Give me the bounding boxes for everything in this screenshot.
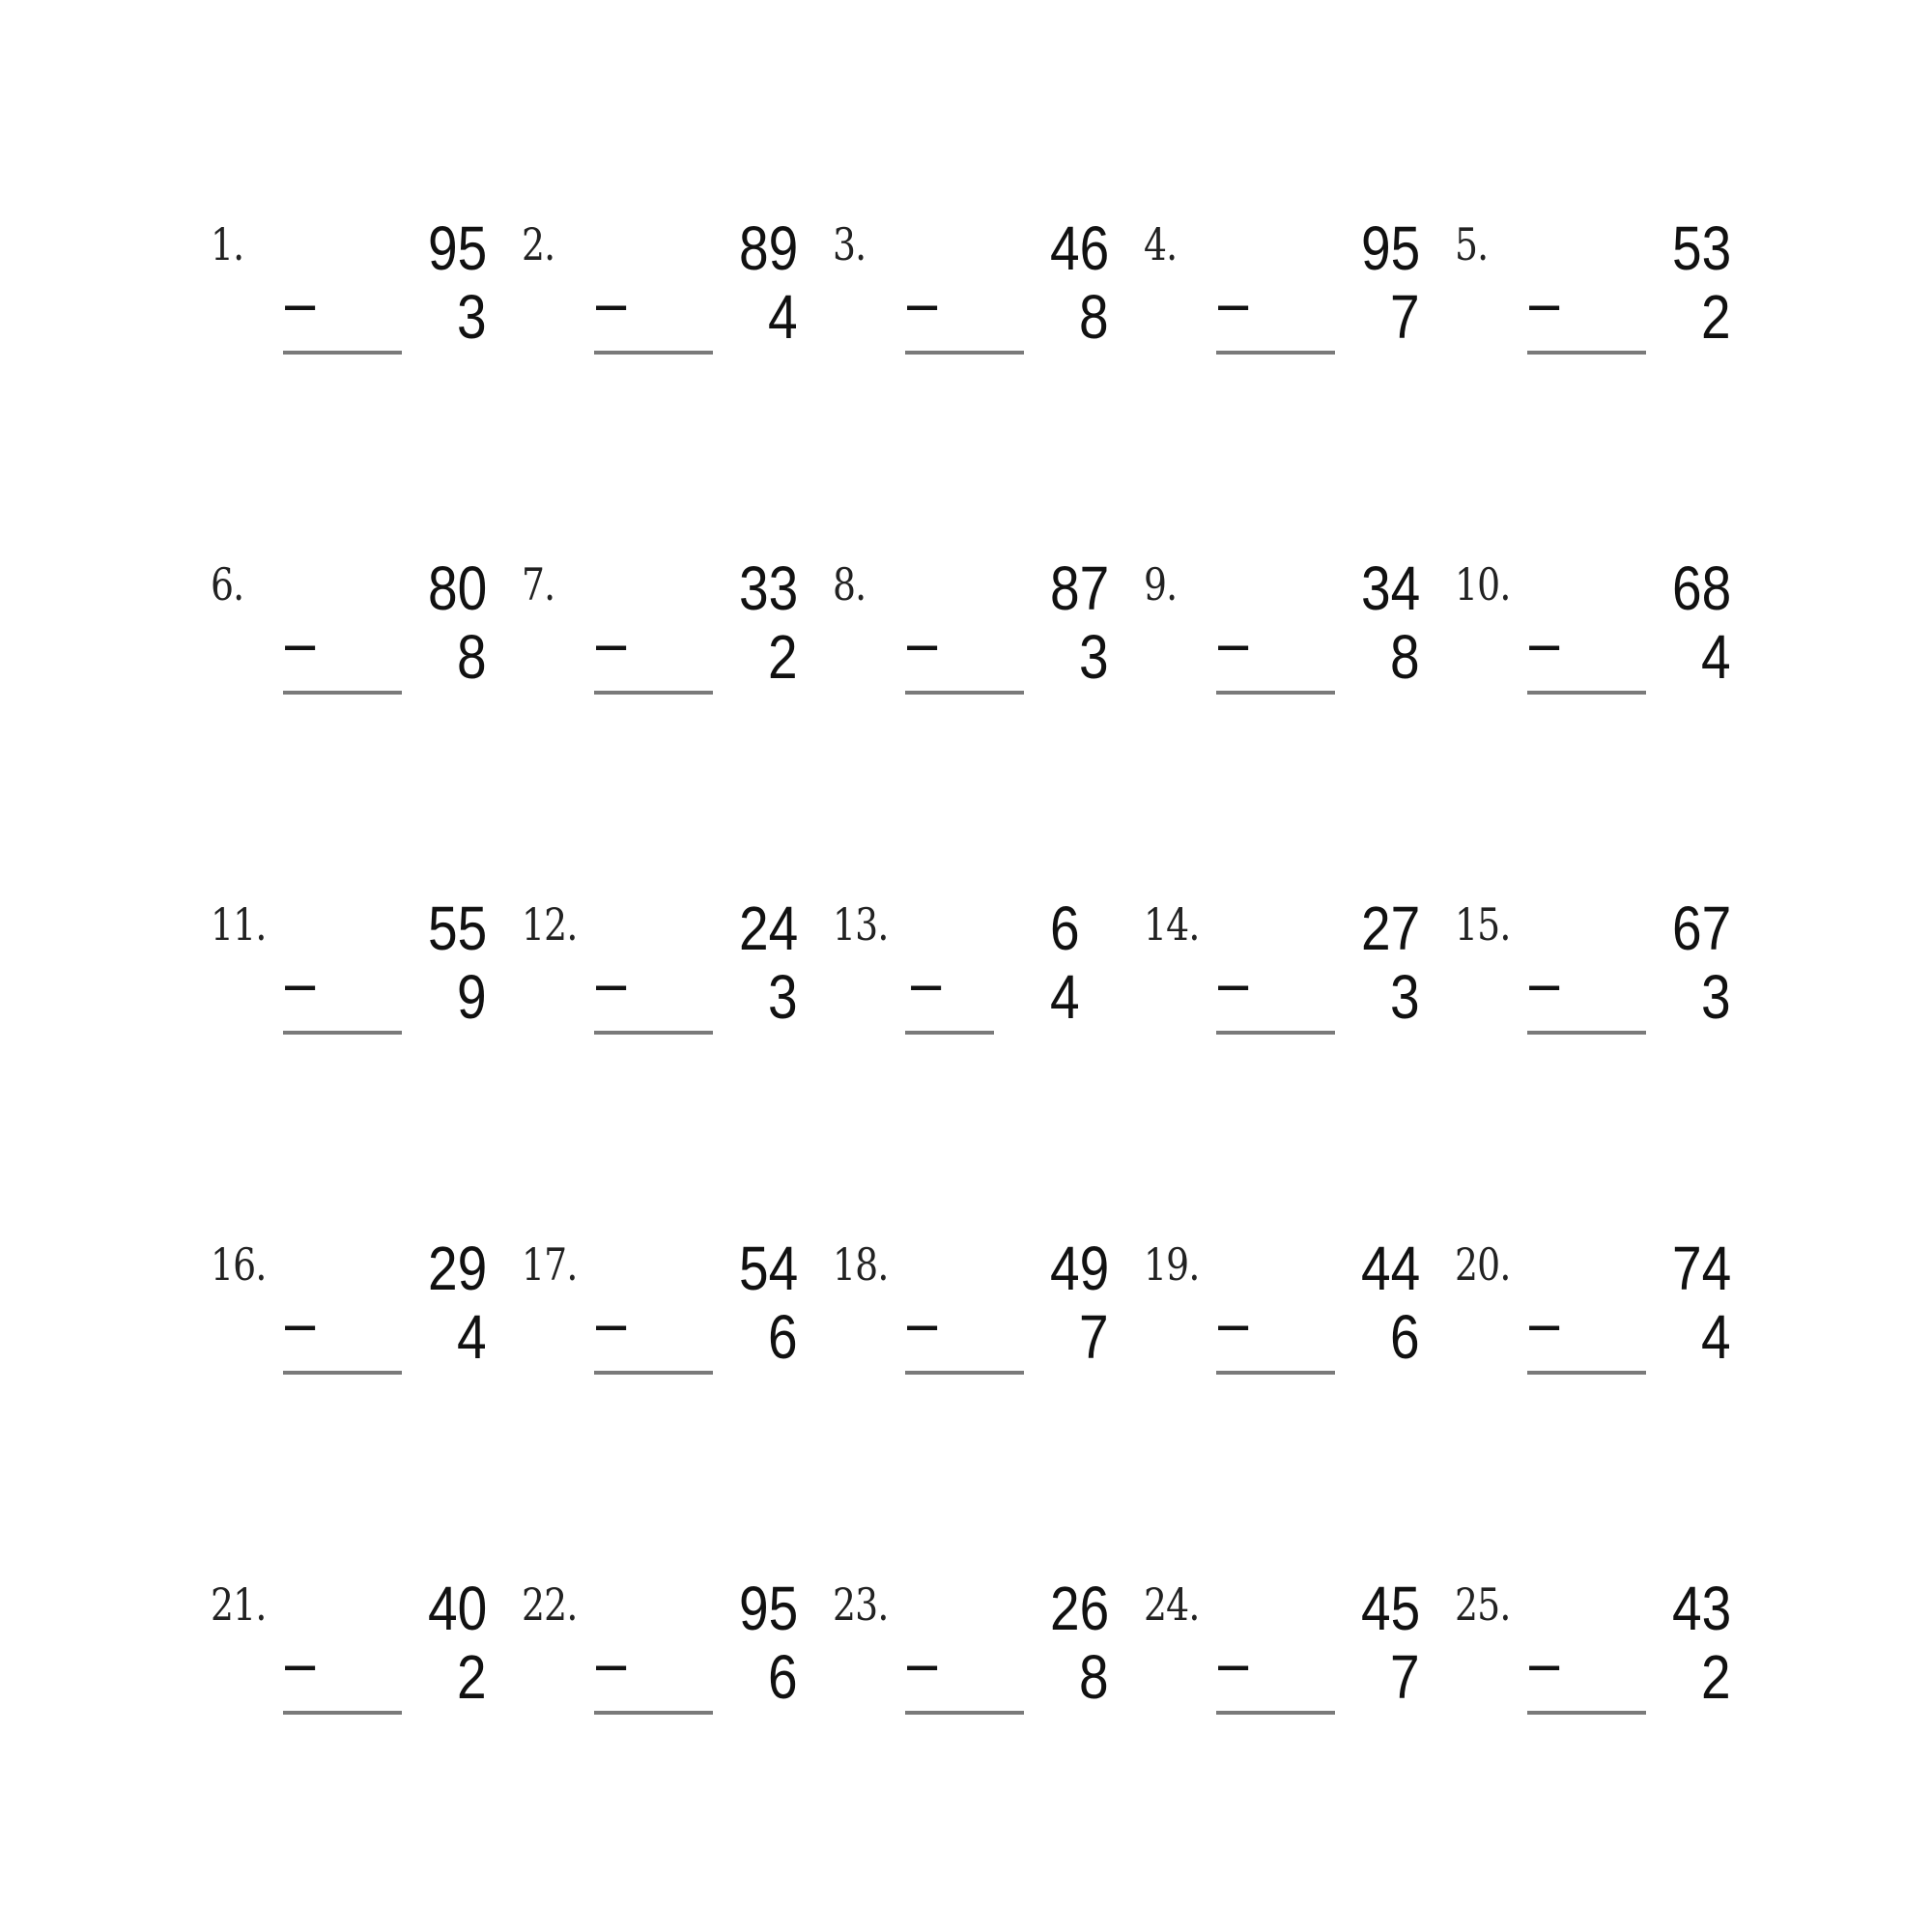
subtraction-problem [833, 1233, 1122, 1426]
answer-line [594, 1031, 713, 1035]
minuend: 43 [1671, 1574, 1731, 1643]
subtrahend: 3 [1390, 962, 1420, 1032]
problem-number: 23. [833, 1578, 889, 1631]
answer-line [594, 351, 713, 355]
subtraction-problem [1144, 893, 1434, 1086]
subtrahend: 8 [1390, 622, 1420, 692]
subtraction-problem [522, 553, 811, 746]
subtraction-problem [1144, 553, 1434, 746]
answer-line [1216, 351, 1335, 355]
problem-number: 2. [522, 218, 555, 270]
subtrahend: 4 [1050, 962, 1080, 1032]
minus-sign: − [282, 272, 319, 342]
subtrahend: 2 [768, 622, 798, 692]
answer-line [594, 1711, 713, 1715]
subtrahend: 6 [768, 1642, 798, 1712]
answer-line [905, 351, 1024, 355]
answer-line [905, 1031, 994, 1035]
subtraction-problem [211, 1233, 500, 1426]
subtrahend: 8 [457, 622, 487, 692]
minuend: 80 [427, 554, 487, 623]
minuend: 55 [427, 894, 487, 963]
minuend: 95 [738, 1574, 798, 1643]
answer-line [1216, 691, 1335, 695]
subtrahend: 9 [457, 962, 487, 1032]
minuend: 87 [1049, 554, 1109, 623]
problem-number: 10. [1455, 558, 1511, 611]
problem-number: 13. [833, 898, 889, 951]
subtraction-problem [1455, 1233, 1745, 1426]
problem-number: 15. [1455, 898, 1511, 951]
minuend: 24 [738, 894, 798, 963]
problem-number: 4. [1144, 218, 1178, 270]
minuend: 40 [427, 1574, 487, 1643]
minuend: 95 [427, 213, 487, 283]
problem-number: 21. [211, 1578, 267, 1631]
minus-sign: − [1215, 952, 1252, 1022]
answer-line [905, 691, 1024, 695]
subtrahend: 4 [1701, 1302, 1731, 1372]
answer-line [1216, 1711, 1335, 1715]
problem-number: 9. [1144, 558, 1178, 611]
problem-number: 6. [211, 558, 244, 611]
answer-line [594, 691, 713, 695]
problem-number: 22. [522, 1578, 578, 1631]
minuend: 44 [1360, 1234, 1420, 1303]
subtrahend: 3 [768, 962, 798, 1032]
subtraction-problem [211, 893, 500, 1086]
minus-sign: − [904, 272, 941, 342]
subtrahend: 2 [1701, 1642, 1731, 1712]
answer-line [1216, 1371, 1335, 1375]
problem-number: 20. [1455, 1238, 1511, 1291]
subtrahend: 7 [1079, 1302, 1109, 1372]
minus-sign: − [1215, 1293, 1252, 1362]
minuend: 46 [1049, 213, 1109, 283]
minus-sign: − [1526, 952, 1563, 1022]
minus-sign: − [593, 272, 630, 342]
subtraction-problem [211, 213, 500, 406]
minuend: 95 [1360, 213, 1420, 283]
minuend: 89 [738, 213, 798, 283]
problem-number: 25. [1455, 1578, 1511, 1631]
answer-line [1527, 691, 1646, 695]
subtrahend: 4 [1701, 622, 1731, 692]
minus-sign: − [1526, 272, 1563, 342]
minus-sign: − [593, 1633, 630, 1702]
subtraction-problem [522, 893, 811, 1086]
answer-line [283, 1371, 402, 1375]
minus-sign: − [593, 612, 630, 682]
subtraction-problem [522, 1233, 811, 1426]
minus-sign: − [1526, 612, 1563, 682]
subtrahend: 6 [768, 1302, 798, 1372]
minuend: 45 [1360, 1574, 1420, 1643]
minus-sign: − [593, 952, 630, 1022]
minuend: 74 [1671, 1234, 1731, 1303]
minus-sign: − [1526, 1633, 1563, 1702]
subtraction-problem [1144, 213, 1434, 406]
subtraction-problem [1455, 893, 1745, 1086]
minus-sign: − [593, 1293, 630, 1362]
subtraction-problem [1455, 553, 1745, 746]
minus-sign: − [1526, 1293, 1563, 1362]
answer-line [1216, 1031, 1335, 1035]
minus-sign: − [904, 612, 941, 682]
minuend: 53 [1671, 213, 1731, 283]
answer-line [283, 351, 402, 355]
subtrahend: 8 [1079, 282, 1109, 352]
subtrahend: 3 [1079, 622, 1109, 692]
minus-sign: − [1215, 1633, 1252, 1702]
problem-number: 8. [833, 558, 867, 611]
subtrahend: 2 [457, 1642, 487, 1712]
minus-sign: − [282, 1633, 319, 1702]
problem-number: 7. [522, 558, 555, 611]
problem-number: 19. [1144, 1238, 1200, 1291]
subtraction-problem [1455, 213, 1745, 406]
subtrahend: 4 [768, 282, 798, 352]
subtraction-problem [833, 213, 1122, 406]
minus-sign: − [282, 952, 319, 1022]
subtrahend: 7 [1390, 1642, 1420, 1712]
minuend: 27 [1360, 894, 1420, 963]
answer-line [283, 1711, 402, 1715]
subtrahend: 3 [1701, 962, 1731, 1032]
subtraction-problem [833, 553, 1122, 746]
subtraction-problem [1455, 1573, 1745, 1766]
subtraction-problem [833, 1573, 1122, 1766]
minuend: 49 [1049, 1234, 1109, 1303]
minus-sign: − [908, 952, 945, 1022]
problem-number: 17. [522, 1238, 578, 1291]
subtraction-problem [211, 553, 500, 746]
subtraction-problem [211, 1573, 500, 1766]
subtrahend: 8 [1079, 1642, 1109, 1712]
problem-number: 24. [1144, 1578, 1200, 1631]
problem-number: 18. [833, 1238, 889, 1291]
answer-line [1527, 351, 1646, 355]
problem-number: 11. [211, 898, 267, 951]
minuend: 29 [427, 1234, 487, 1303]
problem-number: 14. [1144, 898, 1200, 951]
subtrahend: 2 [1701, 282, 1731, 352]
subtrahend: 7 [1390, 282, 1420, 352]
problem-number: 12. [522, 898, 578, 951]
subtraction-problem [522, 1573, 811, 1766]
problem-number: 5. [1455, 218, 1489, 270]
answer-line [1527, 1371, 1646, 1375]
minus-sign: − [282, 612, 319, 682]
subtrahend: 6 [1390, 1302, 1420, 1372]
answer-line [905, 1371, 1024, 1375]
subtraction-problem [522, 213, 811, 406]
subtraction-problem [1144, 1233, 1434, 1426]
subtrahend: 3 [457, 282, 487, 352]
minuend: 68 [1671, 554, 1731, 623]
answer-line [1527, 1711, 1646, 1715]
subtraction-problem [833, 893, 1122, 1086]
minuend: 33 [738, 554, 798, 623]
subtraction-problem [1144, 1573, 1434, 1766]
minus-sign: − [904, 1633, 941, 1702]
answer-line [905, 1711, 1024, 1715]
minus-sign: − [1215, 272, 1252, 342]
minuend: 67 [1671, 894, 1731, 963]
minuend: 34 [1360, 554, 1420, 623]
minuend: 26 [1049, 1574, 1109, 1643]
minuend: 6 [1050, 894, 1080, 963]
answer-line [1527, 1031, 1646, 1035]
minus-sign: − [282, 1293, 319, 1362]
problem-number: 1. [211, 218, 244, 270]
minus-sign: − [904, 1293, 941, 1362]
subtrahend: 4 [457, 1302, 487, 1372]
minus-sign: − [1215, 612, 1252, 682]
answer-line [283, 691, 402, 695]
minuend: 54 [738, 1234, 798, 1303]
problem-number: 16. [211, 1238, 267, 1291]
answer-line [594, 1371, 713, 1375]
answer-line [283, 1031, 402, 1035]
problem-number: 3. [833, 218, 867, 270]
